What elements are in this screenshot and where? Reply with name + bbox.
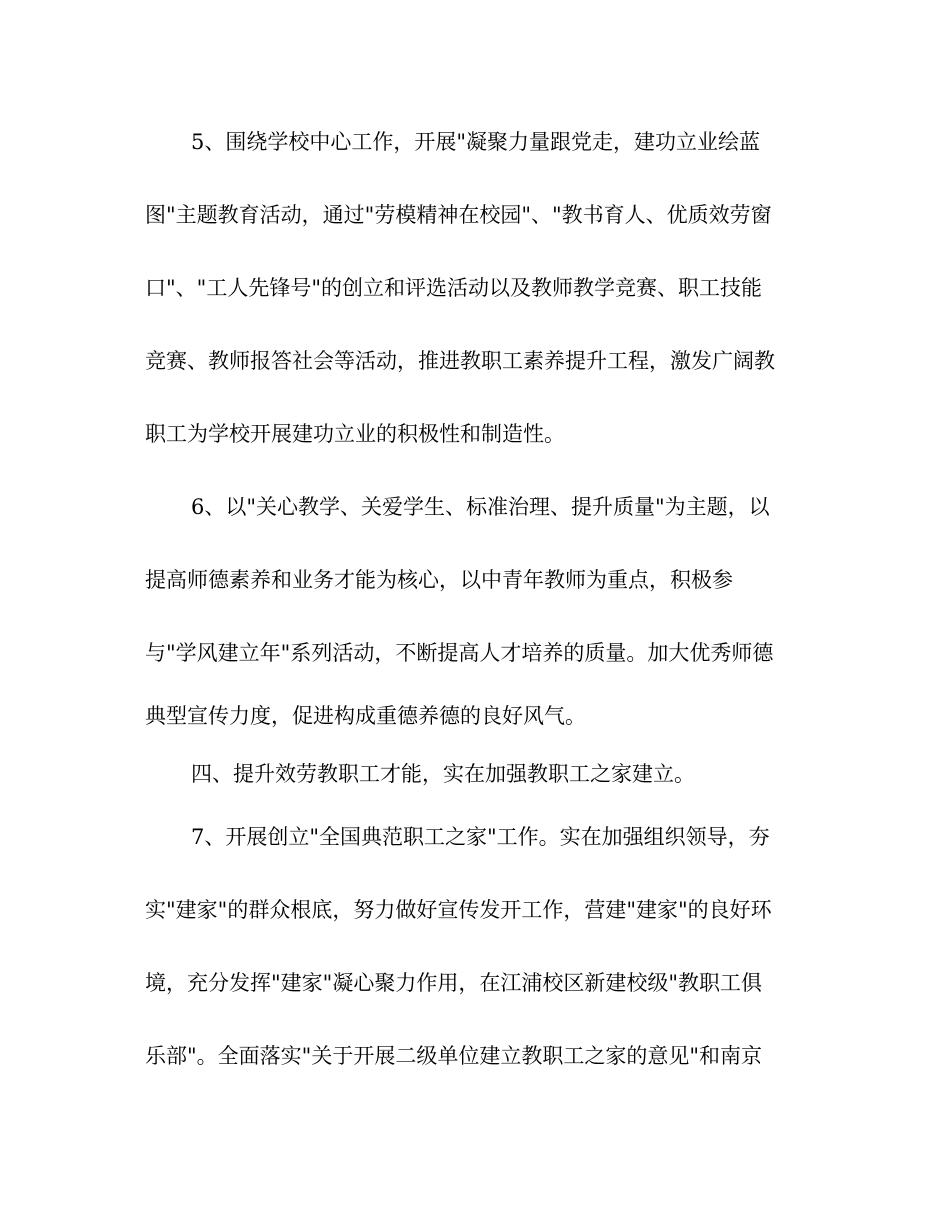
paragraph-6-line-4: 典型宣传力度，促进构成重德养德的良好风气。 [145,704,586,728]
section-heading-4: 四、提升效劳教职工才能，实在加强教职工之家建立。 [191,762,695,786]
paragraph-6-line-2: 提高师德素养和业务才能为核心，以中青年教师为重点，积极参 [145,568,733,592]
paragraph-5-line-1: 5、围绕学校中心工作，开展"凝聚力量跟党走，建功立业绘蓝 [191,130,761,154]
paragraph-5-line-5: 职工为学校开展建功立业的积极性和制造性。 [145,422,565,446]
paragraph-5-line-2: 图"主题教育活动，通过"劳模精神在校园"、"教书育人、优质效劳窗 [145,203,772,227]
paragraph-5-line-3: 口"、"工人先锋号"的创立和评选活动以及教师教学竞赛、职工技能 [145,276,762,300]
paragraph-7-line-1: 7、开展创立"全国典范职工之家"工作。实在加强组织领导，夯 [191,825,770,849]
paragraph-7-line-4: 乐部"。全面落实"关于开展二级单位建立教职工之家的意见"和南京 [145,1044,762,1068]
paragraph-7-line-3: 境，充分发挥"建家"凝心聚力作用，在江浦校区新建校级"教职工俱 [145,971,762,995]
paragraph-7-line-2: 实"建家"的群众根底，努力做好宣传发开工作，营建"建家"的良好环 [145,898,772,922]
paragraph-5-line-4: 竞赛、教师报答社会等活动，推进教职工素养提升工程，激发广阔教 [145,349,775,373]
paragraph-6-line-1: 6、以"关心教学、关爱学生、标准治理、提升质量"为主题，以 [191,495,770,519]
paragraph-6-line-3: 与"学风建立年"系列活动，不断提高人才培养的质量。加大优秀师德 [145,641,774,665]
